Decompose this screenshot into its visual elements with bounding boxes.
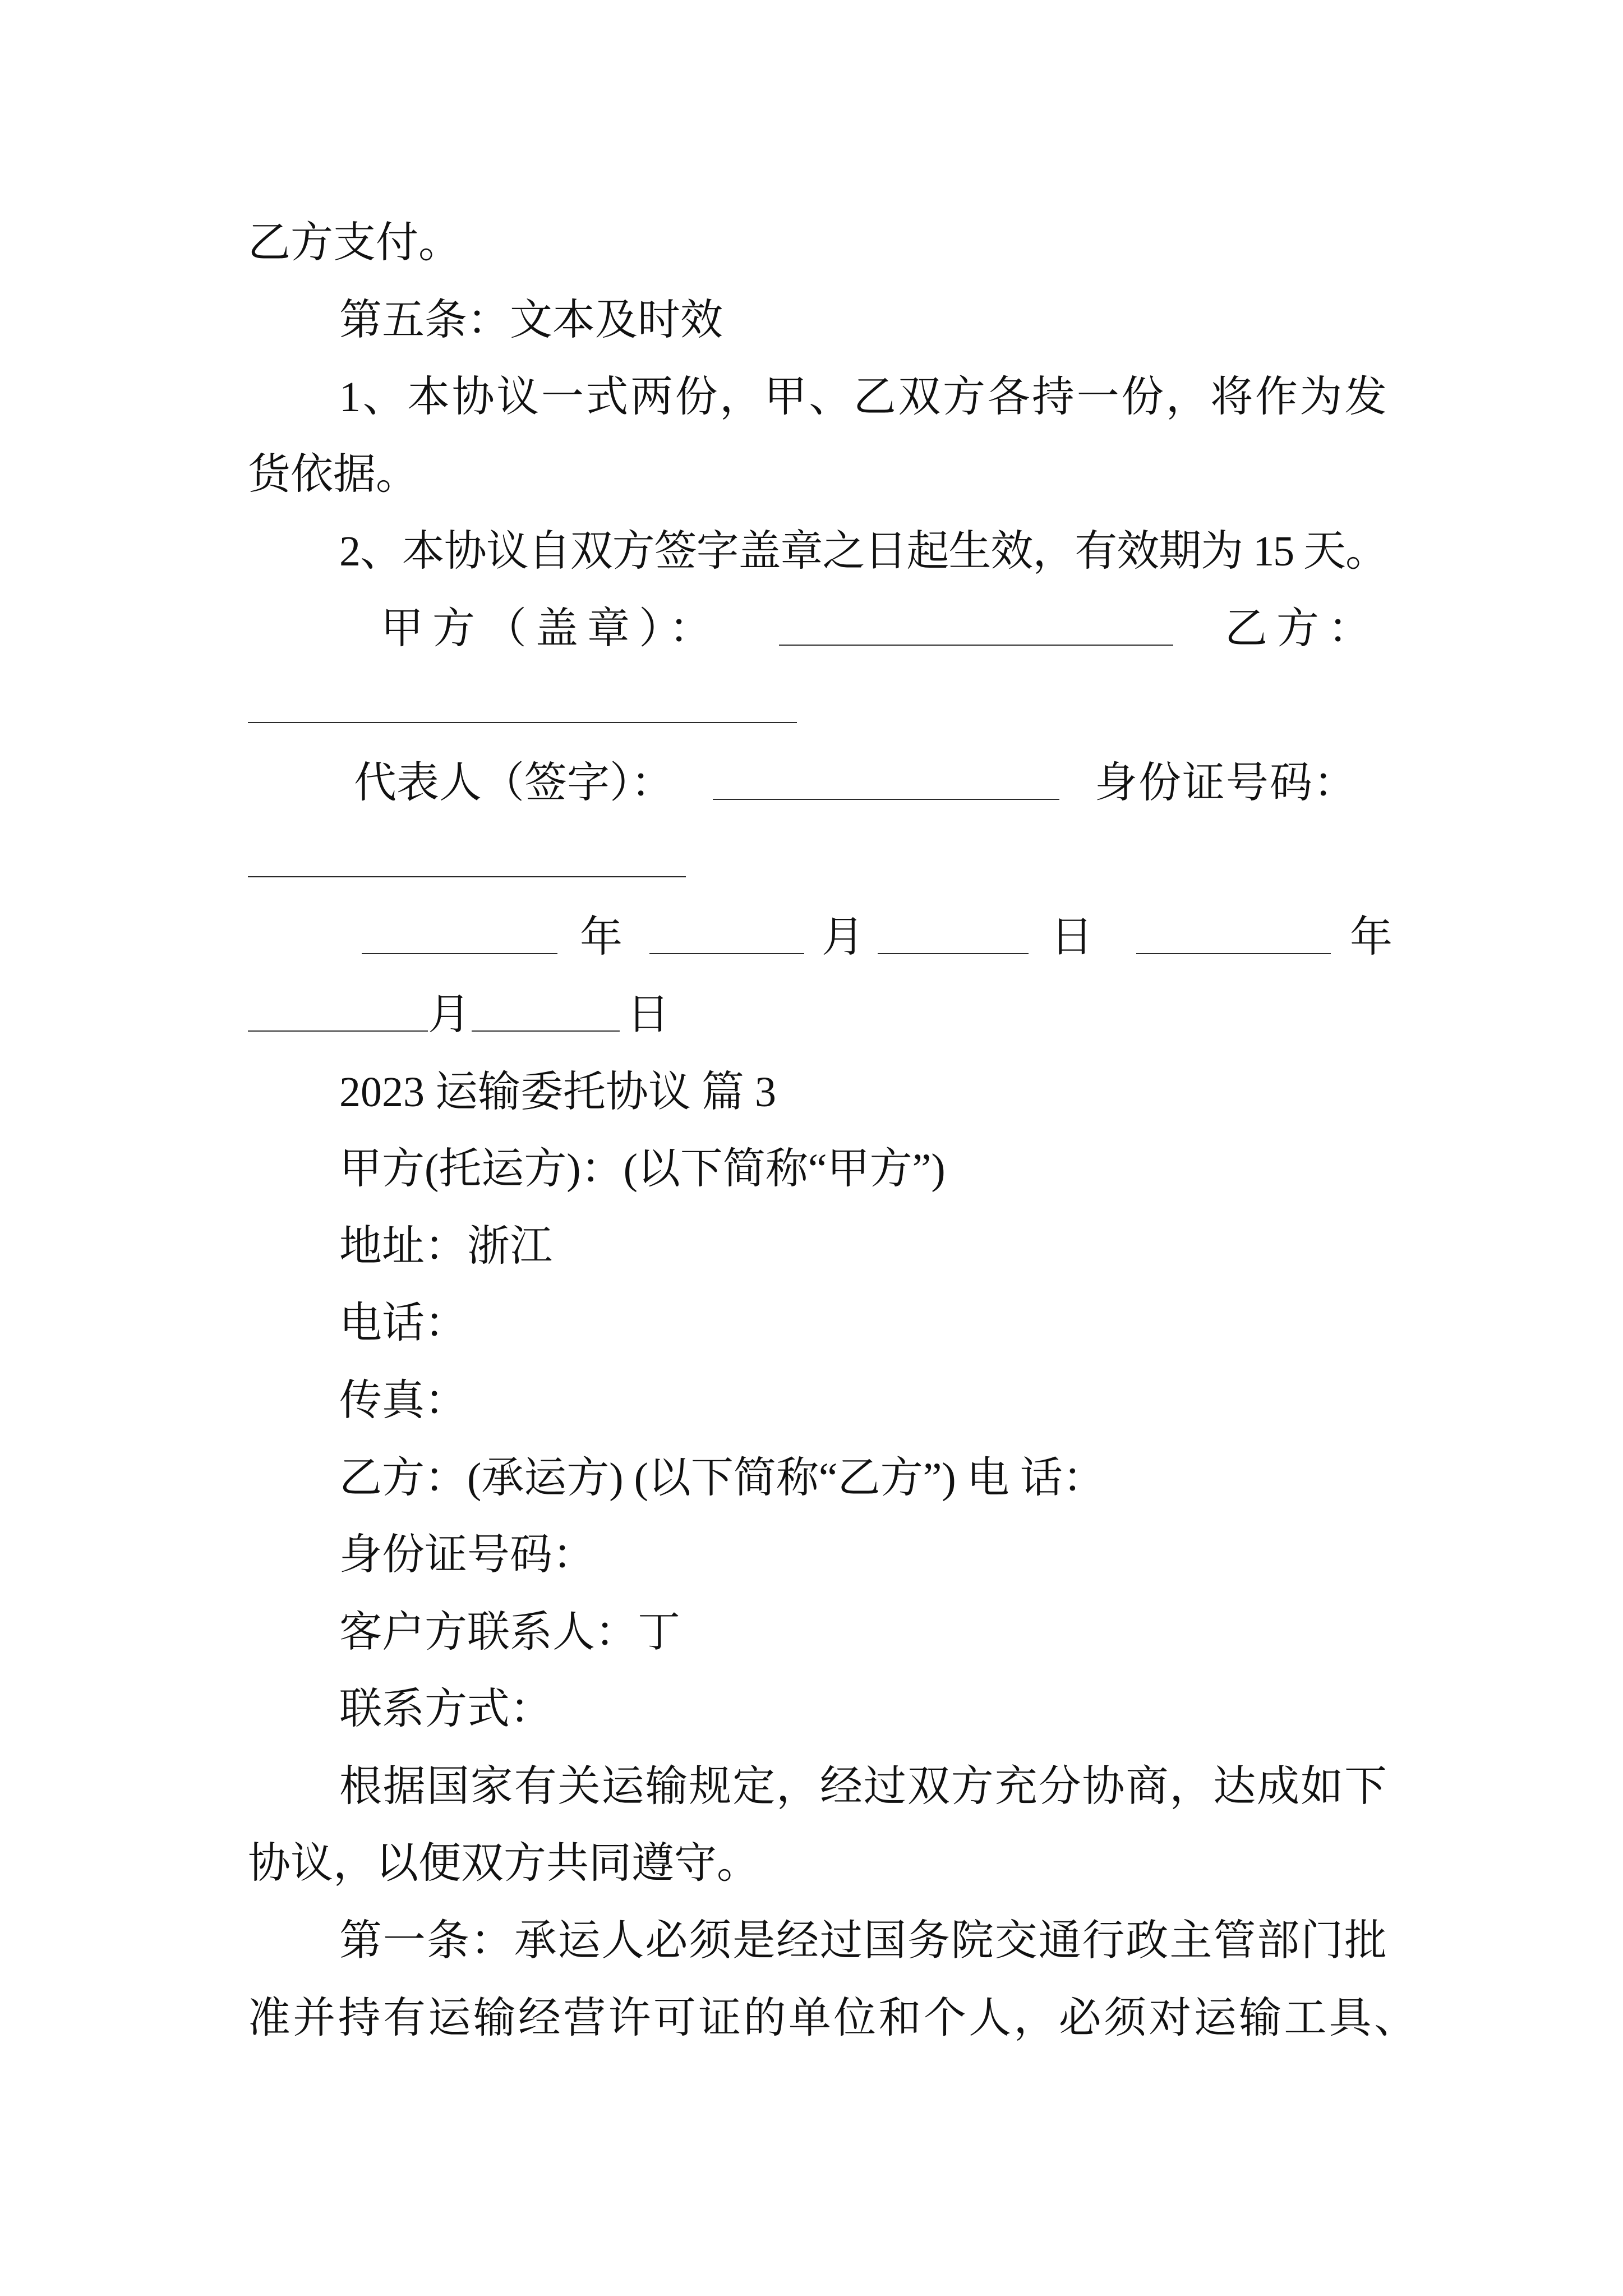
continuation-text: 乙方支付。 (248, 219, 461, 266)
party-b-blank (248, 722, 797, 723)
signature-row-dates-continued (248, 977, 1387, 1054)
representative-signature-blank (713, 799, 1059, 800)
party-a-year-label: 年 (580, 914, 623, 961)
agreement3-preamble-line2: 协议，以便双方共同遵守。 (248, 1840, 759, 1888)
signature-row-id-blank (248, 822, 1387, 900)
agreement3-contact-method: 联系方式： (339, 1686, 552, 1733)
party-a-day-blank (878, 953, 1029, 954)
agreement3-address: 地址：浙江 (339, 1222, 552, 1270)
agreement3-party-a: 甲方(托运方)：(以下简称“甲方”) (339, 1145, 946, 1193)
document-body (248, 205, 1417, 2057)
signature-row-parties (248, 591, 1387, 668)
party-b-month-blank (248, 1030, 428, 1032)
party-a-seal-label: 甲方（盖章）： (381, 605, 721, 652)
agreement3-party-b: 乙方：(承运方) (以下简称“乙方”) 电 话： (339, 1454, 1105, 1502)
signature-row-representative (248, 745, 1387, 822)
agreement3-client-contact: 客户方联系人：丁 (339, 1608, 680, 1656)
party-a-day-label: 日 (1050, 914, 1093, 961)
article5-title: 第五条：文本及时效 (339, 296, 723, 344)
agreement3-id-number: 身份证号码： (339, 1531, 595, 1579)
party-a-month-blank (649, 953, 804, 954)
party-b-label: 乙方： (1225, 605, 1380, 652)
party-a-seal-blank (779, 645, 1173, 646)
party-b-month-label: 月 (428, 991, 471, 1038)
article5-item1-line2: 货依据。 (248, 450, 418, 498)
id-number-blank (248, 876, 686, 877)
article5-item2: 2、本协议自双方签字盖章之日起生效，有效期为 15 天。 (339, 528, 1387, 576)
signature-row-party-b-blank (248, 668, 1387, 746)
party-a-month-label: 月 (822, 914, 864, 961)
signature-row-dates (248, 899, 1393, 977)
agreement3-heading: 2023 运输委托协议 篇 3 (339, 1068, 776, 1116)
party-b-year-blank (1136, 953, 1331, 954)
party-a-year-blank (362, 953, 557, 954)
agreement3-article1-line2: 准并持有运输经营许可证的单位和个人，必须对运输工具、 (248, 1994, 1417, 2042)
id-number-label: 身份证号码： (1095, 760, 1357, 807)
party-b-year-label: 年 (1350, 914, 1393, 961)
representative-signature-label: 代表人（签字）： (354, 760, 674, 807)
agreement3-fax: 传真： (339, 1377, 467, 1424)
party-b-day-blank (472, 1030, 620, 1032)
agreement3-phone: 电话： (339, 1300, 467, 1347)
agreement3-article1-line1: 第一条：承运人必须是经过国务院交通行政主管部门批 (339, 1917, 1387, 1965)
article5-item1-line1: 1、本协议一式两份，甲、乙双方各持一份，将作为发 (339, 374, 1387, 421)
agreement3-preamble-line1: 根据国家有关运输规定，经过双方充分协商，达成如下 (339, 1763, 1387, 1810)
party-b-day-label: 日 (627, 991, 670, 1038)
